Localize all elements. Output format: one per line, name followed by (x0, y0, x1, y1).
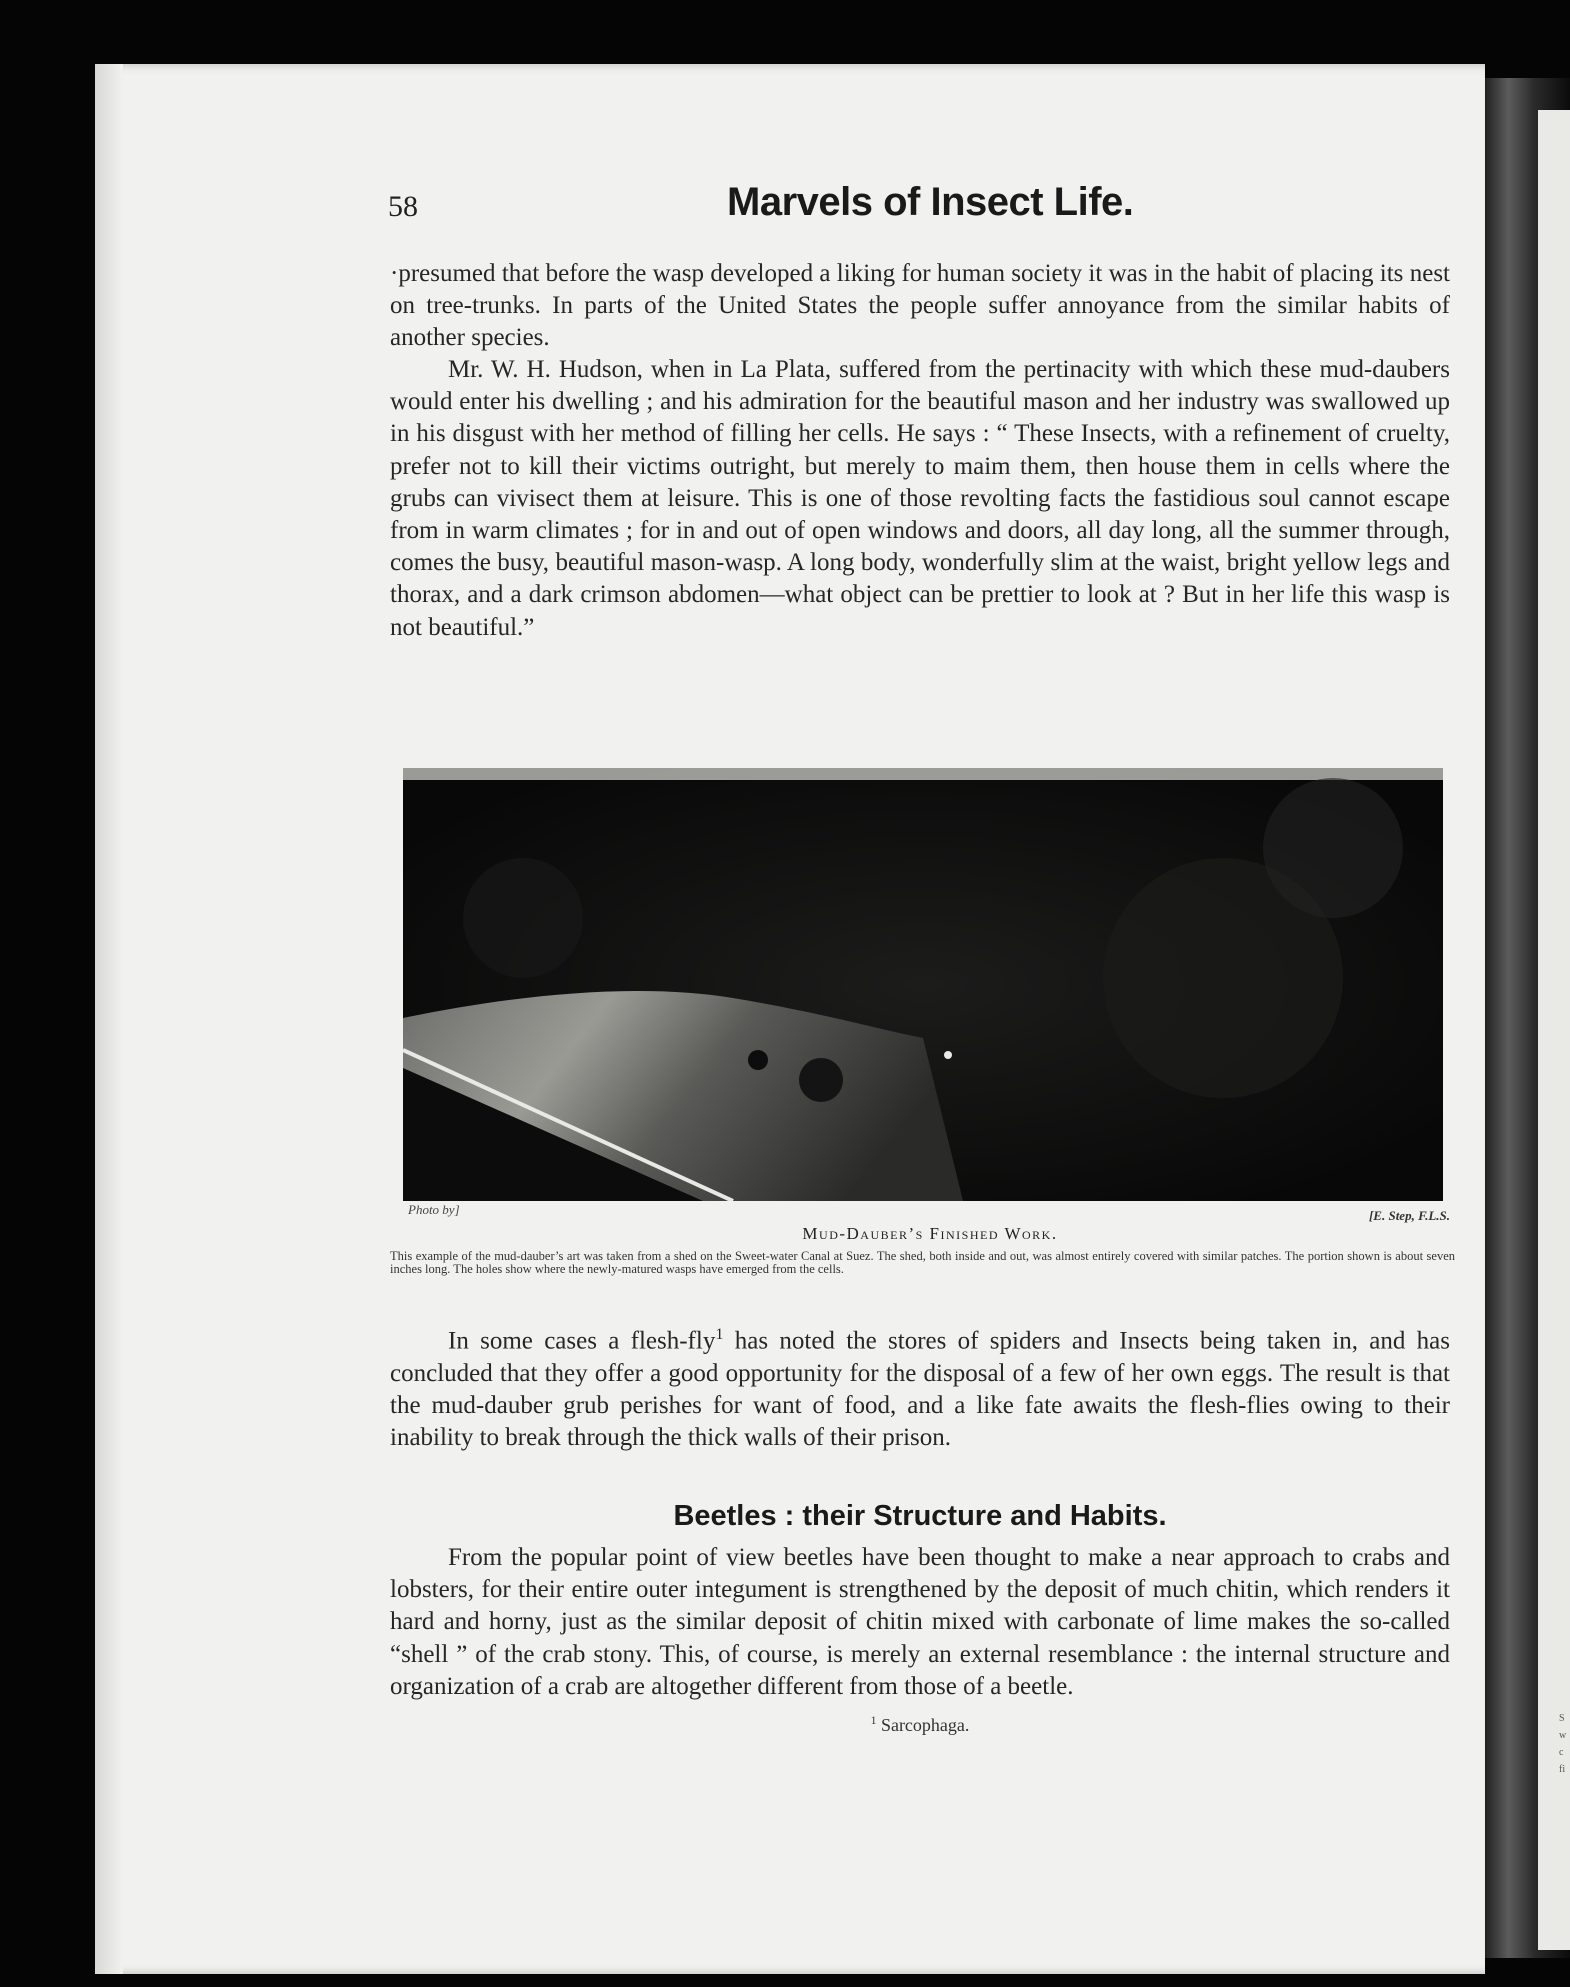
photo-credit-label: Photo by] (408, 1202, 460, 1217)
paragraph-1-text: ·presumed that before the wasp developed a liking for human society it was in the habit of placing its nest on tree-trunks. In parts of the United States the people suffer annoyance from the similar habits of another species. (390, 260, 1450, 352)
adjacent-page-edge (1538, 110, 1570, 1950)
footnote-reference: 1 (715, 1325, 724, 1343)
running-head: Marvels of Insect Life. (727, 180, 1134, 224)
paragraph-1 (390, 258, 1450, 355)
footnote (390, 1714, 1450, 1736)
paragraph-4 (390, 1542, 1450, 1703)
paragraph-3 (390, 1318, 1450, 1454)
photo-image (403, 768, 1443, 1201)
page-number: 58 (388, 190, 418, 223)
figure-caption: This example of the mud-dauber’s art was taken from a shed on the Sweet-water Canal at Suez. The shed, both inside and out, was almost entirely covered with similar patches. The portion shown is about seven inches long. The holes show where the newly-matured wasps have emerged from the cells. (390, 1249, 1455, 1276)
paragraph-4-text: From the popular point of view beetles have been thought to make a near approach to crabs and lobsters, for their entire outer integument is strengthened by the deposit of much chitin, which renders it hard and horny, just as the similar deposit of chitin mixed with carbonate of lime makes the so-called “shell ” of the crab stony. This, of course, is merely an external resemblance : the internal structure and organization of a crab are altogether different from those of a beetle. (390, 1544, 1450, 1700)
section-heading: Beetles : their Structure and Habits. (673, 1500, 1167, 1532)
paragraph-2-text: Mr. W. H. Hudson, when in La Plata, suffered from the pertinacity with which these mud-daubers would enter his dwelling ; and his admiration for the beautiful mason and her industry was swallowed up in his disgust with her method of filling her cells. He says : “ These Insects, with a refinement of cruelty, prefer not to kill their victims outright, but merely to maim them, then house them in cells where the grubs can vivisect them at leisure. This is one of those revolting facts the fastidious soul cannot escape from in warm climates ; for in and out of open windows and doors, all day long, all the summer through, comes the busy, beautiful mason-wasp. A long body, wonderfully slim at the waist, bright yellow legs and thorax, and a dark crimson abdomen—what object can be prettier to look at ? But in her life this wasp is not beautiful.” (390, 356, 1450, 641)
paragraph-2 (390, 354, 1450, 644)
paragraph-3-rest: has noted the stores of spiders and Insects being taken in, and has concluded that they offer a good opportunity for the disposal of a few of her own eggs. The result is that the mud-dauber grub perishes for want of food, and a like fate awaits the flesh-flies owing to their inability to break through the thick walls of their prison. (390, 1327, 1451, 1451)
adjacent-page-fragment: S w c fi (1559, 1713, 1567, 1775)
paragraph-3-start: In some cases a flesh-fly (448, 1327, 716, 1355)
paragraph-3-text (390, 1318, 1450, 1454)
page-gutter (95, 64, 123, 1974)
footnote-mark: 1 (870, 1714, 877, 1727)
figure-title: Mud-Dauber’s Finished Work. (802, 1224, 1058, 1243)
footnote-text: Sarcophaga. (876, 1715, 970, 1735)
photographer-credit: [E. Step, F.L.S. (1368, 1208, 1450, 1223)
mud-dauber-photo (403, 768, 1443, 1201)
